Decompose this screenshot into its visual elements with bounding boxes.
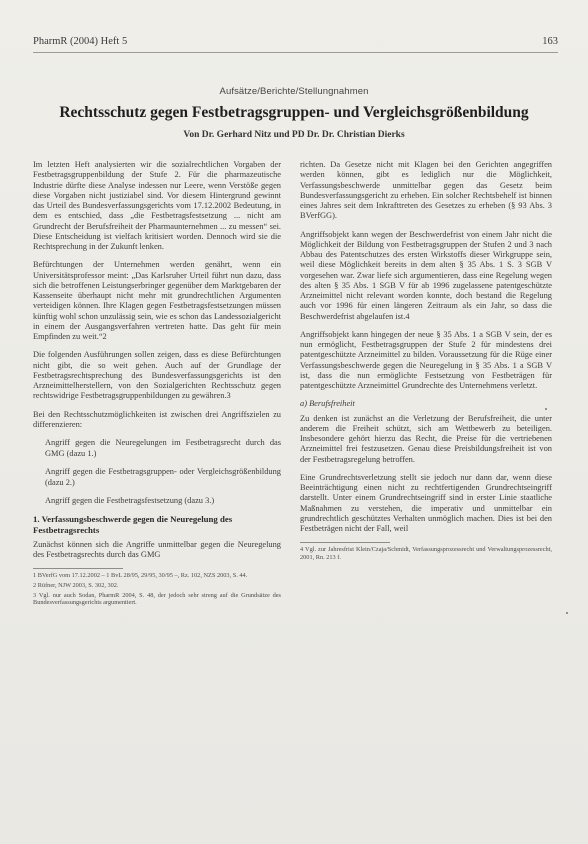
scan-speck [566, 612, 568, 614]
paragraph: Bei den Rechtsschutzmöglichkeiten ist zwischen drei Angriffszielen zu differenzieren: [33, 409, 281, 429]
paragraph: Eine Grundrechtsverletzung stellt sie jedoch nur dann dar, wenn diese Beeinträchtigung einen nicht zu rechtfertigenden Grundrechtseingriff darstellt. Unter einem Grundrechtseingriff sind in erster Linie staatliche Maßnahmen zu verstehen, die imperativ und unmittelbar ein grundrechtlich geschütztes Verhalten unmöglich machen. Dies ist bei den Festbeträgen nicht der Fall, weil [300, 472, 552, 533]
paragraph: Angriffsobjekt kann hingegen der neue § 35 Abs. 1 a SGB V sein, der es nun ermöglicht, Festbetragsgruppen der Stufe 2 für mindestens drei patentgeschützte Arzneimittel zu bilden. Voraussetzung für die Rüge einer Verfassungsbeschwerde gegen die Neuregelung in § 35 Abs. 1 a SGB V ist, dass die nun ermöglichte Festsetzung von Festbeträgen für patentgeschützte Arzneimittel Grundrechte des Unternehmens verletzt. [300, 329, 552, 390]
footnote: 1 BVerfG vom 17.12.2002 – 1 BvL 28/95, 29/95, 30/95 –, Rz. 102, NZS 2003, S. 44. [33, 572, 248, 580]
right-column [300, 160, 552, 563]
article-title: Rechtsschutz gegen Festbetragsgruppen- und Vergleichsgrößenbildung [59, 104, 529, 121]
footnote: 2 Rüfner, NJW 2003, S. 302, 302. [33, 582, 119, 590]
footnote-rule [300, 542, 390, 543]
paragraph: Die folgenden Ausführungen sollen zeigen, dass es diese Befürchtungen nicht gibt, die so weit gehen. Auch auf der Grundlage der Festbetragsrechtsprechung des Bundesverfassungsgerichts ist den Arzneimittelherstellern, von den Sozialgerichten Rechtsschutz gegen rechtswidrige Festbetragsgruppenbildungen zu gewähren.3 [33, 350, 281, 401]
footnote-rule [33, 568, 123, 569]
paragraph: Im letzten Heft analysierten wir die sozialrechtlichen Vorgaben der Festbetragsgruppenbildung der Stufe 2. Für die pharmazeutische Industrie dürfte diese Analyse indessen nur Leere, wenn Verstöße gegen diese Vorgaben nicht justiziabel sind. Vor diesem Hintergrund gewinnt das Urteil des Bundesverfassungsgerichts vom 17.12.2002 Bedeutung, in dem es entschied, dass „die Festbetragsfestsetzung ... nicht am Grundrecht der Berufsfreiheit der Pharmaunternehmen ... zu messen“ sei. Diese Entscheidung ist vielfach kritisiert worden. Dennoch wird sie die Rechtsprechung in der Zukunft lenken. [33, 160, 281, 251]
left-column [33, 160, 281, 609]
journal-reference: PharmR (2004) Heft 5 [33, 36, 128, 47]
footnote: 4 Vgl. zur Jahresfrist Klein/Czaja/Schmidt, Verfassungsprozessrecht und Verwaltungsprozessrecht, 2001, Rn. 213 f. [300, 546, 552, 561]
list-item: Angriff gegen die Neuregelungen im Festbetragsrecht durch das GMG (dazu 1.) [45, 438, 281, 458]
paragraph: Befürchtungen der Unternehmen werden genährt, wenn ein Universitätsprofessor meint: „Das Karlsruher Urteil führt nun dazu, dass sich die betroffenen Leistungserbringer gegenüber dem Marktgebaren der Kassenseite überhaupt nicht mehr mit grundrechtlichen Argumenten verteidigen können. Ihre Klagen gegen Festbetragsfestsetzungen müssen künftig wohl schon unzulässig sein, wie es schon das Landessozialgericht in einem der Ausgangsverfahren vertreten hatte. Das geht für mein Empfinden zu weit.“2 [33, 260, 281, 341]
scan-speck [545, 408, 547, 410]
list-item: Angriff gegen die Festbetragsgruppen- oder Vergleichsgrößenbildung (dazu 2.) [45, 467, 281, 487]
paragraph: Zunächst können sich die Angriffe unmittelbar gegen die Neuregelung des Festbetragsrechts durch das GMG [33, 539, 281, 560]
running-head [33, 36, 558, 52]
subsection-heading: a) Berufsfreiheit [300, 399, 355, 409]
paragraph: Zu denken ist zunächst an die Verletzung der Berufsfreiheit, die unter anderem die Freiheit schützt, sich am Wettbewerb zu beteiligen. Insbesondere gehört hierzu das Recht, die Preise für die vertriebenen Arzneimittel frei festzusetzen. Genau diese Preisbildungsfreiheit ist von der Festbetragsregelung betroffen. [300, 413, 552, 464]
header-rule [33, 52, 558, 53]
list-item: Angriff gegen die Festbetragsfestsetzung (dazu 3.) [45, 496, 215, 506]
footnote: 3 Vgl. nur auch Sodan, PharmR 2004, S. 48, der jedoch sehr streng auf die Grundsätze des Bundesverfassungsgerichts argumentiert. [33, 591, 281, 607]
section-label: Aufsätze/Berichte/Stellungnahmen [219, 86, 369, 97]
paragraph: richten. Da Gesetze nicht mit Klagen bei den Gerichten angegriffen werden können, gibt es lediglich nur die Möglichkeit, Verfassungsbeschwerde unmittelbar gegen das Gesetz beim Bundesverfassungsgericht zu erheben. Ein solcher Rechtsbehelf ist binnen eines Jahres seit dem Inkrafttreten des Gesetzes zu erheben (§ 93 Abs. 3 BVerfGG). [300, 160, 552, 221]
paragraph: Angriffsobjekt kann wegen der Beschwerdefrist von einem Jahr nicht die Möglichkeit der Bildung von Festbetragsgruppen der Stufen 2 und 3 nach Abbau des Patentschutzes des ersten Wirkstoffs dieser Wirkgruppe sein, weil diese Möglichkeit bereits in dem alten § 35 Abs. 1 S. 3 SGB V vorgesehen war. Zwar liefe sich argumentieren, dass eine Regelung wegen des alten § 35 Abs. 1 SGB V für ab 1996 zugelassene patentgeschützte Arzneimittel nicht relevant worden konnte, doch bestand die Regelung auch vor 1996 für einen längeren Zeitraum als ein Jahr, so dass die Beschwerdefrist abgelaufen ist.4 [300, 229, 552, 321]
article-byline: Von Dr. Gerhard Nitz und PD Dr. Dr. Christian Dierks [183, 130, 405, 140]
section-heading: 1. Verfassungsbeschwerde gegen die Neuregelung des Festbetragsrechts [33, 514, 233, 535]
page-number: 163 [542, 36, 558, 47]
